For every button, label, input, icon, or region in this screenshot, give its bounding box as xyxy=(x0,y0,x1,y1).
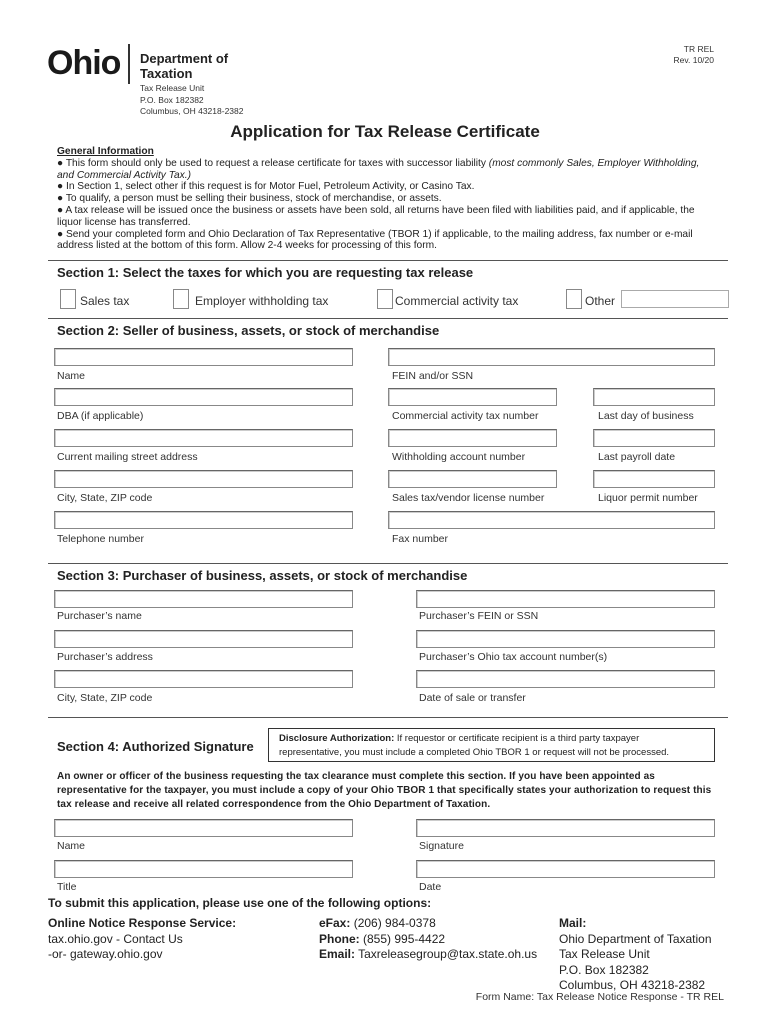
city-state-zip-label: City, State, ZIP code xyxy=(57,492,153,504)
city-state-zip-field[interactable] xyxy=(54,470,353,488)
mail-line2: Tax Release Unit xyxy=(559,947,650,961)
fax-label: Fax number xyxy=(392,533,449,545)
online-label: Online Notice Response Service: xyxy=(48,916,237,930)
disclosure-line2: representative, you must include a completed Ohio TBOR 1 or request will not be processed. xyxy=(279,747,670,758)
cat-number-label: Commercial activity tax number xyxy=(392,410,539,422)
phone-line: Phone: (855) 995-4422 xyxy=(319,931,446,946)
sales-license-field[interactable] xyxy=(388,470,557,488)
dept-line2: Taxation xyxy=(140,66,193,81)
section3-title: Section 3: Purchaser of business, assets, or stock of merchandise xyxy=(57,568,468,583)
section2-title: Section 2: Seller of business, assets, or stock of merchandise xyxy=(57,323,440,338)
addr-line2: P.O. Box 182382 xyxy=(140,94,204,105)
seller-fein-label: FEIN and/or SSN xyxy=(392,370,474,382)
owner-instructions: An owner or officer of the business requesting the tax clearance must complete this section. If you have been appointed as representative for the taxpayer, you must include a copy of your Ohio TBOR 1 that specifically states your authorization to request this tax release and receive all related correspondence from the Ohio Department of Taxation. xyxy=(57,771,712,810)
signer-title-field[interactable] xyxy=(54,860,353,878)
purchaser-city-field[interactable] xyxy=(54,670,353,688)
form-id xyxy=(674,44,714,66)
dba-label: DBA (if applicable) xyxy=(57,410,144,422)
sales-license-label: Sales tax/vendor license number xyxy=(392,492,545,504)
bullet-3: ● To qualify, a person must be selling their business, stock of merchandise, or assets. xyxy=(57,193,442,205)
seller-fein-field[interactable] xyxy=(388,348,715,366)
form-code: TR REL xyxy=(683,44,714,54)
online-link-1[interactable]: tax.ohio.gov - Contact Us xyxy=(48,931,183,946)
telephone-field[interactable] xyxy=(54,511,353,529)
addr-line1: Tax Release Unit xyxy=(140,83,205,93)
efax-line: eFax: (206) 984-0378 xyxy=(319,916,436,930)
employer-withholding-checkbox[interactable] xyxy=(173,289,189,309)
form-footer: Form Name: Tax Release Notice Response - TR REL xyxy=(475,991,724,1003)
withholding-field[interactable] xyxy=(388,429,557,447)
purchaser-address-field[interactable] xyxy=(54,630,353,648)
last-day-field[interactable] xyxy=(593,388,715,406)
email-line: Email: Taxreleasegroup@tax.state.oh.us xyxy=(319,947,538,961)
dba-field[interactable] xyxy=(54,388,353,406)
purchaser-account-label: Purchaser’s Ohio tax account number(s) xyxy=(419,651,608,663)
online-link-2[interactable]: -or- gateway.ohio.gov xyxy=(48,947,163,961)
purchaser-name-label: Purchaser’s name xyxy=(57,610,142,622)
section2-rule xyxy=(48,318,728,319)
signature-date-field[interactable] xyxy=(416,860,715,878)
purchaser-fein-field[interactable] xyxy=(416,590,715,608)
contact-column xyxy=(319,916,537,963)
department-name xyxy=(140,51,260,81)
fax-field[interactable] xyxy=(388,511,715,529)
page-title: Application for Tax Release Certificate xyxy=(230,122,540,141)
section4-rule xyxy=(48,717,728,718)
purchaser-address-label: Purchaser’s address xyxy=(57,651,153,663)
other-text-field[interactable] xyxy=(621,290,729,308)
liquor-permit-field[interactable] xyxy=(593,470,715,488)
last-day-label: Last day of business xyxy=(598,410,694,422)
seller-name-field[interactable] xyxy=(54,348,353,366)
purchaser-name-field[interactable] xyxy=(54,590,353,608)
general-information xyxy=(57,146,717,252)
section1-rule xyxy=(48,260,728,261)
purchaser-city-label: City, State, ZIP code xyxy=(57,692,153,704)
signer-title-label: Title xyxy=(57,881,77,893)
commercial-activity-label: Commercial activity tax xyxy=(395,294,519,308)
seller-name-label: Name xyxy=(57,370,86,382)
signer-name-label: Name xyxy=(57,840,86,852)
general-heading: General Information xyxy=(57,146,154,157)
sale-date-field[interactable] xyxy=(416,670,715,688)
submit-heading: To submit this application, please use one of the following options: xyxy=(48,896,432,910)
disclosure-box xyxy=(268,728,715,762)
sales-tax-checkbox[interactable] xyxy=(60,289,76,309)
bullet-4: ● A tax release will be issued once the business or assets have been sold, all returns have been filed with liabilities paid, and if applicable, the liquor license has transferred. xyxy=(57,204,695,228)
withholding-label: Withholding account number xyxy=(392,451,526,463)
mail-label: Mail: xyxy=(559,916,587,930)
mail-column xyxy=(559,916,712,994)
sales-tax-label: Sales tax xyxy=(80,294,130,308)
other-label: Other xyxy=(585,294,616,308)
email-link[interactable]: Taxreleasegroup@tax.state.oh.us xyxy=(355,947,538,961)
section4-title: Section 4: Authorized Signature xyxy=(57,739,254,754)
purchaser-account-field[interactable] xyxy=(416,630,715,648)
header-address xyxy=(140,83,243,118)
signature-field[interactable] xyxy=(416,819,715,837)
online-column xyxy=(48,916,236,963)
mail-line3: P.O. Box 182382 xyxy=(559,962,649,977)
signature-label: Signature xyxy=(419,840,464,852)
telephone-label: Telephone number xyxy=(57,533,144,545)
bullet-2: ● In Section 1, select other if this request is for Motor Fuel, Petroleum Activity, or Casino Tax. xyxy=(57,181,475,193)
dept-line1: Department of xyxy=(140,51,229,66)
section3-rule xyxy=(48,563,728,564)
disclosure-line1: Disclosure Authorization: If requestor or certificate recipient is a third party taxpayer xyxy=(279,733,640,744)
mail-line4: Columbus, OH 43218-2382 xyxy=(559,978,706,992)
employer-withholding-label: Employer withholding tax xyxy=(195,294,329,308)
addr-line3: Columbus, OH 43218-2382 xyxy=(140,106,244,116)
street-address-field[interactable] xyxy=(54,429,353,447)
cat-number-field[interactable] xyxy=(388,388,557,406)
bullet-5: ● Send your completed form and Ohio Declaration of Tax Representative (TBOR 1) if applicable, to the mailing address, fax number or e-mail address listed at the bottom of this form. Allow 2-4 weeks for processing of this form. xyxy=(57,228,693,252)
other-checkbox[interactable] xyxy=(566,289,582,309)
form-revision: Rev. 10/20 xyxy=(673,55,714,65)
logo-divider xyxy=(128,44,130,84)
commercial-activity-checkbox[interactable] xyxy=(377,289,393,309)
payroll-date-label: Last payroll date xyxy=(598,451,676,463)
purchaser-fein-label: Purchaser’s FEIN or SSN xyxy=(419,610,539,622)
liquor-permit-label: Liquor permit number xyxy=(598,492,698,504)
street-address-label: Current mailing street address xyxy=(57,451,198,463)
sale-date-label: Date of sale or transfer xyxy=(419,692,526,704)
payroll-date-field[interactable] xyxy=(593,429,715,447)
section1-title: Section 1: Select the taxes for which you are requesting tax release xyxy=(57,265,474,280)
bullet-1: ● This form should only be used to request a release certificate for taxes with successor liability (most commonly Sales, Employer Withholding, and Commercial Activity Tax.) xyxy=(57,157,700,181)
signature-date-label: Date xyxy=(419,881,442,893)
mail-line1: Ohio Department of Taxation xyxy=(559,931,712,946)
signer-name-field[interactable] xyxy=(54,819,353,837)
ohio-logo: Ohio xyxy=(47,44,121,82)
